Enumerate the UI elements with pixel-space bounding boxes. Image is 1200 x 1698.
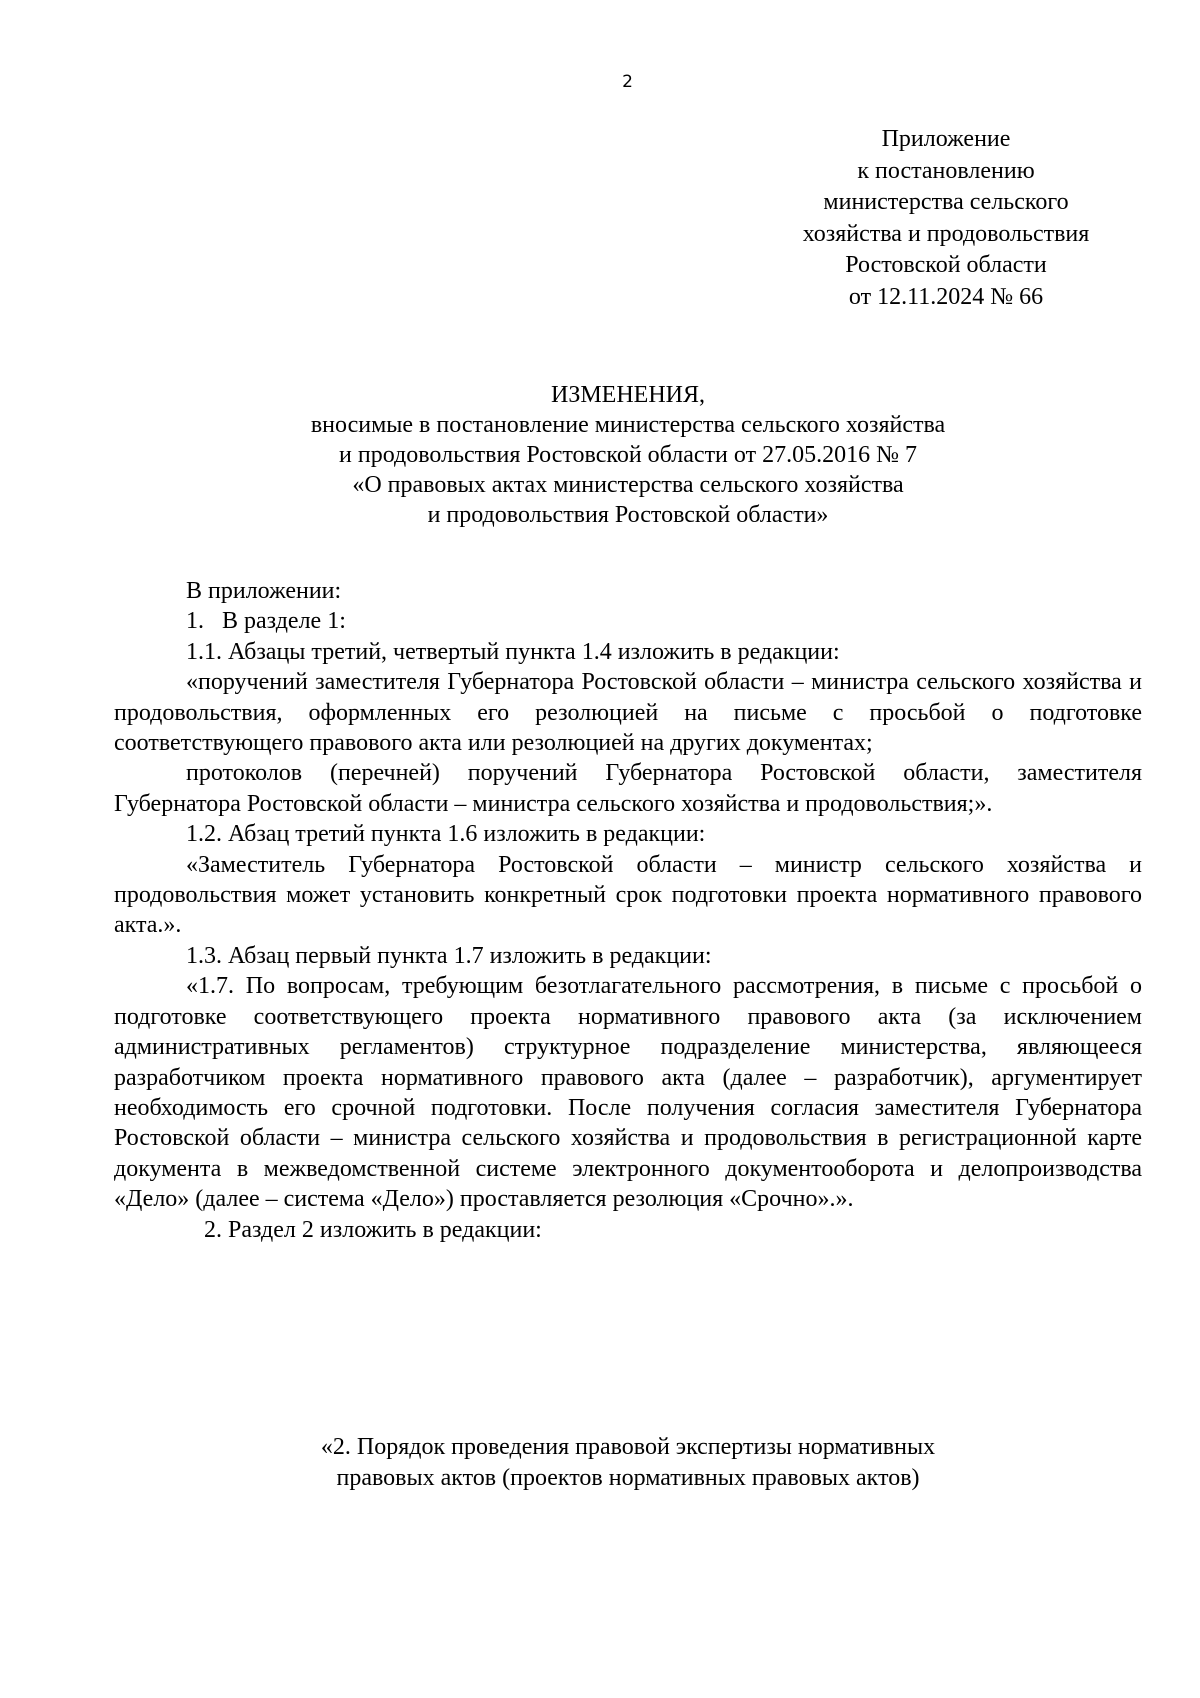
annex-line: министерства сельского: [823, 189, 1069, 215]
section-title-line: «2. Порядок проведения правовой экспертизы нормативных: [320, 1434, 936, 1460]
body-paragraph: В приложении:: [186, 578, 342, 604]
body-paragraph: «Заместитель Губернатора Ростовской области – министр сельского хозяйства и продовольствия может установить конкретный срок подготовки проекта нормативного правового акта.».: [114, 851, 1142, 939]
heading-line: и продовольствия Ростовской области»: [427, 502, 829, 528]
section-title: [114, 1432, 1142, 1494]
body-paragraph: 1.1. Абзацы третий, четвертый пункта 1.4 изложить в редакции:: [186, 638, 840, 665]
annex-block: [756, 124, 1136, 313]
section-title-line: правовых актов (проектов нормативных правовых актов): [336, 1465, 920, 1491]
annex-line: Приложение: [881, 126, 1011, 152]
body-paragraph: 1. В разделе 1:: [186, 608, 346, 635]
body-paragraph: «1.7. По вопросам, требующим безотлагательного рассмотрения, в письме с просьбой о подготовке соответствующего проекта нормативного правового акта (за исключением административных регламентов) структурное подразделение министерства, являющееся разработчиком проекта нормативного правового акта (далее – разработчик), аргументирует необходимость его срочной подготовки. После получения согласия заместителя Губернатора Ростовской области – министра сельского хозяйства и продовольствия в регистрационной карте документа в межведомственной системе электронного документооборота и делопроизводства «Дело» (далее – система «Дело») проставляется резолюция «Срочно».».: [114, 973, 1142, 1213]
document-heading: [114, 380, 1142, 530]
heading-line: «О правовых актах министерства сельского хозяйства: [352, 472, 904, 498]
annex-line: хозяйства и продовольствия: [802, 220, 1090, 247]
heading-line: и продовольствия Ростовской области от 27.05.2016 № 7: [339, 442, 917, 468]
heading-title: ИЗМЕНЕНИЯ,: [550, 382, 706, 408]
body-paragraph: «поручений заместителя Губернатора Ростовской области – министра сельского хозяйства и продовольствия, оформленных его резолюцией на письме с просьбой о подготовке соответствующего правового акта или резолюцией на других документах;: [114, 669, 1142, 757]
annex-line: от 12.11.2024 № 66: [848, 283, 1044, 310]
body-paragraph: 1.3. Абзац первый пункта 1.7 изложить в редакции:: [186, 942, 712, 969]
document-body: [114, 576, 1142, 1245]
annex-line: Ростовской области: [845, 252, 1047, 278]
body-paragraph: 2. Раздел 2 изложить в редакции:: [204, 1216, 542, 1243]
body-paragraph: 1.2. Абзац третий пункта 1.6 изложить в редакции:: [186, 821, 706, 848]
heading-line: вносимые в постановление министерства сельского хозяйства: [310, 412, 946, 438]
annex-line: к постановлению: [857, 157, 1035, 184]
body-paragraph: протоколов (перечней) поручений Губернатора Ростовской области, заместителя Губернатора Ростовской области – министра сельского хозяйства и продовольствия;».: [114, 760, 1142, 817]
page-number: 2: [622, 72, 633, 92]
